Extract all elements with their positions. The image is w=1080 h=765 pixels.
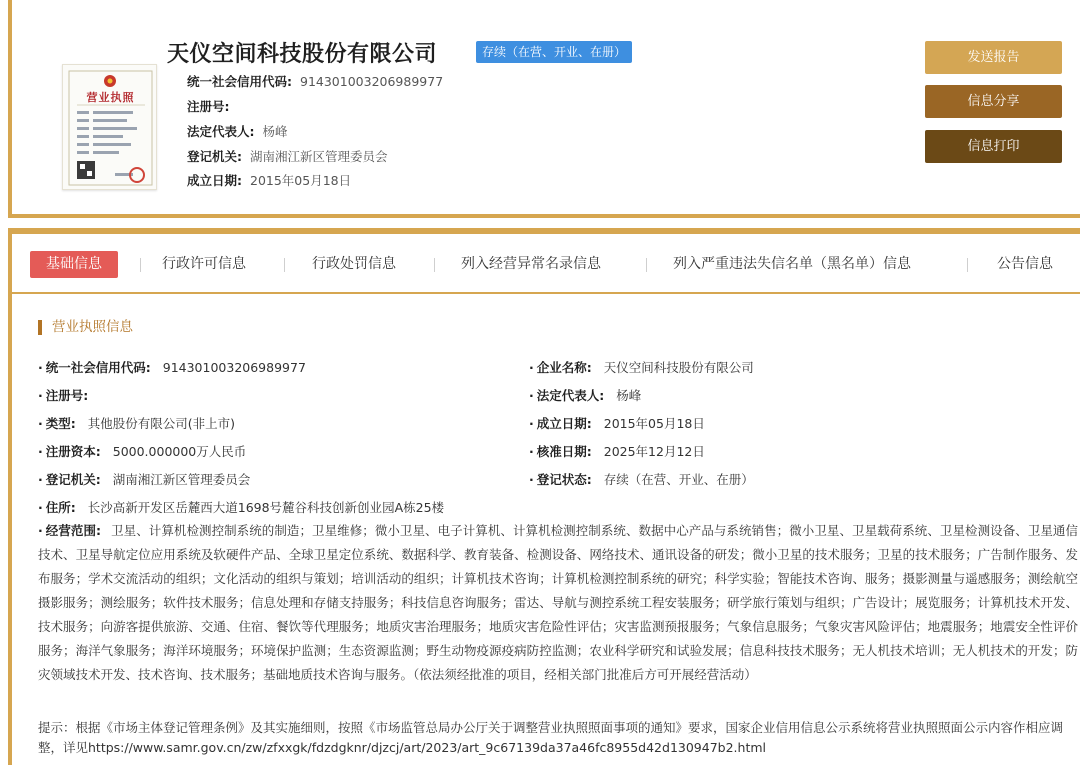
field-label: · 住所: xyxy=(38,500,76,515)
status-badge: 存续（在营、开业、在册） xyxy=(476,41,632,63)
notice-tip: 提示：根据《市场主体登记管理条例》及其实施细则，按照《市场监管总局办公厅关于调整营业执照照面事项的通知》要求，国家企业信用信息公示系统将营业执照照面公示内容作相应调整，详见https://www.samr.gov.cn/zw/zfxxgk/fdzdgknr/djzcj/art/2023/art_9c67139da37a46fc8955d42d130947b2.html xyxy=(38,720,1064,755)
field-credit-code xyxy=(38,358,306,376)
send-report-button[interactable]: 发送报告 xyxy=(925,41,1062,74)
business-scope-label: · 经营范围: xyxy=(38,523,101,538)
field-value: 天仪空间科技股份有限公司 xyxy=(603,360,754,375)
header-founded-row xyxy=(187,171,351,189)
tab-separator xyxy=(646,258,647,272)
license-thumbnail-icon xyxy=(63,65,158,191)
field-approval-date xyxy=(529,442,705,460)
header-legal-rep-row xyxy=(187,122,288,140)
header-authority-row xyxy=(187,147,388,165)
business-scope-value: 卫星、计算机检测控制系统的制造；卫星维修；微小卫星、电子计算机、计算机检测控制系统、数据中心产品与系统销售；微小卫星、卫星载荷系统、卫星检测设备、卫星通信技术、卫星导航定位应用系统及软硬件产品、全球卫星定位系统、数据科学、教育装备、检测设备、网络技术、通讯设备的研发；微小卫星的技术服务；卫星的技术服务；广告制作服务、发布服务；学术交流活动的组织；文化活动的组织与策划；培训活动的组织；计算机技术咨询；计算机检测控制系统的研究；科学实验；智能技术咨询、服务；摄影测量与遥感服务；测绘航空摄影服务；测绘服务；软件技术服务；信息处理和存储支持服务；科技信息咨询服务；雷达、导航与测控系统工程安装服务；研学旅行策划与组织；广告设计；展览服务；计算机技术开发、技术服务；向游客提供旅游、交通、住宿、餐饮等代理服务；地质灾害治理服务；地质灾害危险性评估；灾害监测预报服务；气象信息服务；气象灾害风险评估；地震服务；地震安全性评价服务；海洋气象服务；海洋环境服务；环境保护监测；生态资源监测；野生动物疫源疫病防控监测；农业科学研究和试验发展；信息科技技术服务；无人机技术培训；无人机技术的开发；防灾领域技术开发、技术咨询、技术服务；基础地质技术咨询与服务。（依法须经批准的项目，经相关部门批准后方可开展经营活动） xyxy=(38,523,1078,682)
header-credit-code-label: 统一社会信用代码: xyxy=(187,74,292,89)
field-label: · 类型: xyxy=(38,416,76,431)
section-title: 营业执照信息 xyxy=(38,320,133,335)
field-value: 其他股份有限公司(非上市) xyxy=(87,416,236,431)
field-label: · 注册号: xyxy=(38,388,88,403)
tab-separator xyxy=(434,258,435,272)
header-authority-label: 登记机关: xyxy=(187,149,242,164)
header-legal-rep-label: 法定代表人: xyxy=(187,124,255,139)
field-label: · 法定代表人: xyxy=(529,388,604,403)
tab-separator xyxy=(967,258,968,272)
header-authority-value: 湖南湘江新区管理委员会 xyxy=(250,149,388,164)
company-header-card xyxy=(8,0,1080,218)
license-title: 营业执照 xyxy=(86,91,135,104)
field-label: · 登记状态: xyxy=(529,472,592,487)
field-value: 2015年05月18日 xyxy=(603,416,705,431)
field-value: 存续（在营、开业、在册） xyxy=(603,472,754,487)
field-label: · 注册资本: xyxy=(38,444,101,459)
field-label: · 企业名称: xyxy=(529,360,592,375)
field-value: 914301003206989977 xyxy=(162,360,306,375)
field-founded-date xyxy=(529,414,705,432)
field-value: 长沙高新开发区岳麓西大道1698号麓谷科技创新创业园A栋25楼 xyxy=(87,500,445,515)
field-company-name xyxy=(529,358,754,376)
tab-announcements[interactable]: 公告信息 xyxy=(997,256,1053,272)
field-value: 杨峰 xyxy=(616,388,642,403)
business-scope xyxy=(38,519,1078,687)
field-type xyxy=(38,414,235,432)
tab-admin-penalty[interactable]: 行政处罚信息 xyxy=(312,256,396,272)
tab-basic-info[interactable]: 基础信息 xyxy=(30,251,118,278)
tab-blacklist[interactable]: 列入严重违法失信名单（黑名单）信息 xyxy=(673,256,911,272)
field-label: · 核准日期: xyxy=(529,444,592,459)
header-reg-no-row xyxy=(187,97,238,115)
header-founded-label: 成立日期: xyxy=(187,173,242,188)
field-address xyxy=(38,498,444,516)
field-value: 湖南湘江新区管理委员会 xyxy=(112,472,251,487)
field-label: · 统一社会信用代码: xyxy=(38,360,151,375)
field-reg-no xyxy=(38,386,100,404)
field-value: 2025年12月12日 xyxy=(603,444,705,459)
info-tabs xyxy=(12,234,1080,294)
tab-abnormal-list[interactable]: 列入经营异常名录信息 xyxy=(461,256,601,272)
field-label: · 成立日期: xyxy=(529,416,592,431)
field-label: · 登记机关: xyxy=(38,472,101,487)
field-reg-status xyxy=(529,470,754,488)
tab-admin-license[interactable]: 行政许可信息 xyxy=(162,256,246,272)
share-info-button[interactable]: 信息分享 xyxy=(925,85,1062,118)
field-legal-rep xyxy=(529,386,641,404)
field-reg-capital xyxy=(38,442,246,460)
header-founded-value: 2015年05月18日 xyxy=(250,173,352,188)
header-credit-code-value: 914301003206989977 xyxy=(300,74,444,89)
company-name: 天仪空间科技股份有限公司 xyxy=(167,42,438,67)
business-license-image[interactable] xyxy=(62,64,157,190)
header-legal-rep-value: 杨峰 xyxy=(262,124,288,139)
field-value: 5000.000000万人民币 xyxy=(112,444,247,459)
header-reg-no-label: 注册号: xyxy=(187,99,230,114)
tab-separator xyxy=(284,258,285,272)
print-info-button[interactable]: 信息打印 xyxy=(925,130,1062,163)
header-credit-code-row xyxy=(187,72,443,90)
tab-separator xyxy=(140,258,141,272)
company-detail-card xyxy=(8,228,1080,765)
field-authority xyxy=(38,470,250,488)
